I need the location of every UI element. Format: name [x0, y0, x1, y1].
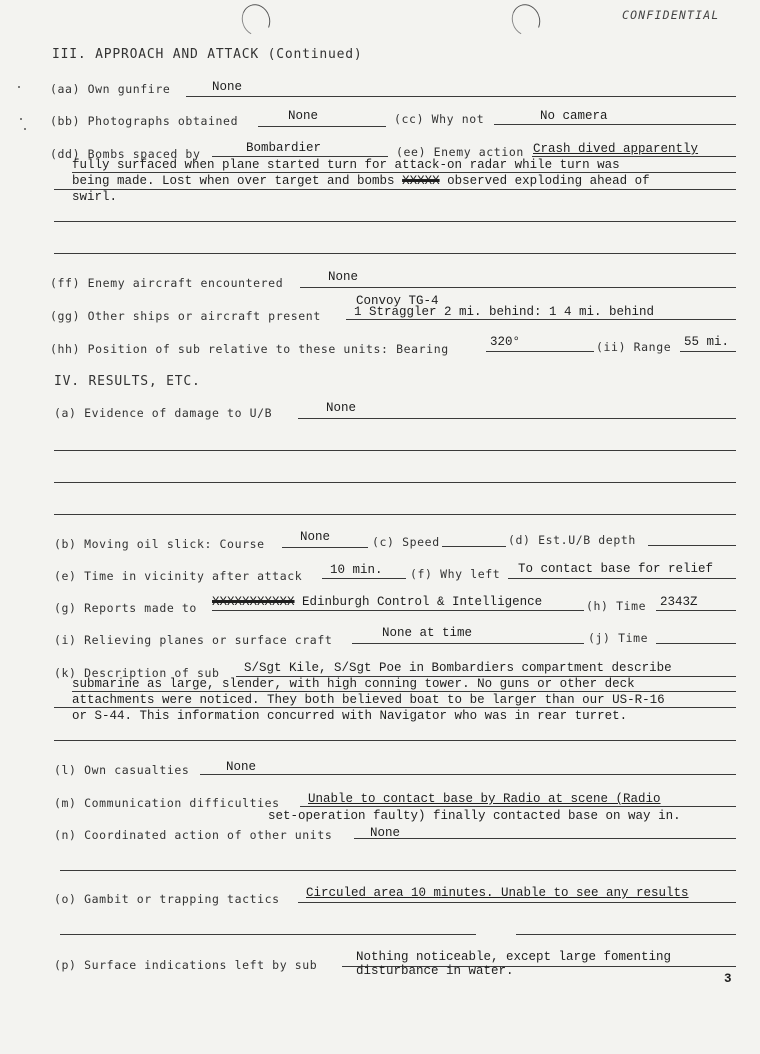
n-label: (n) Coordinated action of other units — [54, 828, 333, 842]
cc-line — [494, 124, 736, 125]
k-continuation-1: submarine as large, slender, with high conning tower. No guns or other deck — [72, 677, 635, 691]
blank-line — [54, 514, 736, 515]
punch-hole-right — [507, 0, 544, 40]
i-line — [352, 643, 584, 644]
f-label: (f) Why left — [410, 567, 501, 581]
h-line — [656, 610, 736, 611]
aa-label: (aa) Own gunfire — [50, 82, 171, 96]
ee-struck-word: XXXXX — [402, 174, 440, 188]
ee-continuation-2 — [72, 174, 650, 188]
blank-line — [54, 740, 736, 741]
d-line — [648, 545, 736, 546]
n-line — [354, 838, 736, 839]
blank-line — [54, 450, 736, 451]
b-label: (b) Moving oil slick: Course — [54, 537, 265, 551]
k-line-2 — [72, 691, 736, 692]
ff-line — [300, 287, 736, 288]
cc-value: No camera — [540, 109, 608, 123]
cc-label: (cc) Why not — [394, 112, 485, 126]
m-label: (m) Communication difficulties — [54, 796, 280, 810]
b-value: None — [300, 530, 331, 544]
a-line — [298, 418, 736, 419]
gg-value: 1 Straggler 2 mi. behind: 1 4 mi. behind — [354, 305, 655, 319]
speck — [24, 128, 26, 130]
m-line — [300, 806, 736, 807]
ee-continuation-2a: being made. Lost when over target and bombs — [72, 174, 395, 188]
b-line — [282, 547, 368, 548]
blank-line — [60, 934, 476, 935]
speck — [20, 118, 22, 120]
gg-value-top: Convoy TG-4 — [356, 294, 439, 308]
o-line — [298, 902, 736, 903]
blank-line — [54, 253, 736, 254]
section-iv-title: IV. RESULTS, ETC. — [54, 374, 201, 389]
blank-line — [516, 934, 736, 935]
ee-line — [532, 156, 736, 157]
ee-value: Crash dived apparently — [533, 142, 699, 156]
aa-line — [186, 96, 736, 97]
a-value: None — [326, 401, 357, 415]
gg-line — [346, 319, 736, 320]
k-value: S/Sgt Kile, S/Sgt Poe in Bombardiers compartment describe — [244, 661, 672, 675]
page-number: 3 — [724, 972, 732, 986]
ee-continuation-1: fully surfaced when plane started turn for attack-on radar while turn was — [72, 158, 620, 172]
h-label: (h) Time — [586, 599, 647, 613]
l-label: (l) Own casualties — [54, 763, 190, 777]
ee-line-2 — [72, 172, 736, 173]
o-label: (o) Gambit or trapping tactics — [54, 892, 280, 906]
e-line — [322, 578, 406, 579]
hh-line — [486, 351, 594, 352]
m-value: Unable to contact base by Radio at scene (Radio — [308, 792, 661, 806]
g-label: (g) Reports made to — [54, 601, 197, 615]
i-value: None at time — [382, 626, 473, 640]
dd-value: Bombardier — [246, 141, 322, 155]
m-continuation: set-operation faulty) finally contacted base on way in. — [268, 809, 681, 823]
c-line — [442, 546, 506, 547]
ee-continuation-3: swirl. — [72, 190, 118, 204]
e-value: 10 min. — [330, 563, 383, 577]
ii-line — [680, 351, 736, 352]
gg-label: (gg) Other ships or aircraft present — [50, 309, 321, 323]
g-value: Edinburgh Control & Intelligence — [302, 595, 543, 609]
ee-continuation-2b: observed exploding ahead of — [447, 174, 650, 188]
j-label: (j) Time — [588, 631, 649, 645]
ii-label: (ii) Range — [596, 340, 672, 354]
g-value-wrap — [212, 595, 542, 609]
dd-label: (dd) Bombs spaced by — [50, 147, 201, 161]
section-iii-title: III. APPROACH AND ATTACK (Continued) — [52, 47, 363, 62]
f-value: To contact base for relief — [518, 562, 714, 576]
f-line — [508, 578, 736, 579]
c-label: (c) Speed — [372, 535, 440, 549]
blank-line — [54, 482, 736, 483]
p-label: (p) Surface indications left by sub — [54, 958, 318, 972]
o-value: Circuled area 10 minutes. Unable to see any results — [306, 886, 689, 900]
punch-hole-left — [237, 0, 274, 40]
k-line-3 — [54, 707, 736, 708]
l-line — [200, 774, 736, 775]
n-value: None — [370, 826, 401, 840]
dd-line — [212, 156, 388, 157]
l-value: None — [226, 760, 257, 774]
ff-value: None — [328, 270, 359, 284]
k-label: (k) Description of sub — [54, 666, 220, 680]
speck — [18, 86, 20, 88]
blank-line — [60, 870, 736, 871]
g-struck-text: XXXXXXXXXXX — [212, 595, 295, 609]
e-label: (e) Time in vicinity after attack — [54, 569, 303, 583]
h-value: 2343Z — [660, 595, 698, 609]
p-value: Nothing noticeable, except large fomenting — [356, 950, 672, 964]
ii-value: 55 mi. — [684, 335, 730, 349]
k-continuation-2: attachments were noticed. They both believed boat to be larger than our US-R-16 — [72, 693, 665, 707]
g-line — [212, 610, 584, 611]
i-label: (i) Relieving planes or surface craft — [54, 633, 333, 647]
a-label: (a) Evidence of damage to U/B — [54, 406, 273, 420]
ee-line-3 — [54, 189, 736, 190]
k-continuation-3: or S-44. This information concurred with Navigator who was in rear turret. — [72, 709, 628, 723]
hh-label: (hh) Position of sub relative to these units: Bearing — [50, 342, 449, 356]
classification-stamp: CONFIDENTIAL — [622, 8, 720, 22]
aa-value: None — [212, 80, 243, 94]
blank-line — [54, 221, 736, 222]
ee-label: (ee) Enemy action — [396, 145, 524, 159]
bb-label: (bb) Photographs obtained — [50, 114, 239, 128]
d-label: (d) Est.U/B depth — [508, 533, 636, 547]
bb-value: None — [288, 109, 319, 123]
p-continuation: disturbance in water. — [356, 964, 514, 978]
bb-line — [258, 126, 386, 127]
ff-label: (ff) Enemy aircraft encountered — [50, 276, 284, 290]
hh-value: 320° — [490, 335, 521, 349]
j-line — [656, 643, 736, 644]
